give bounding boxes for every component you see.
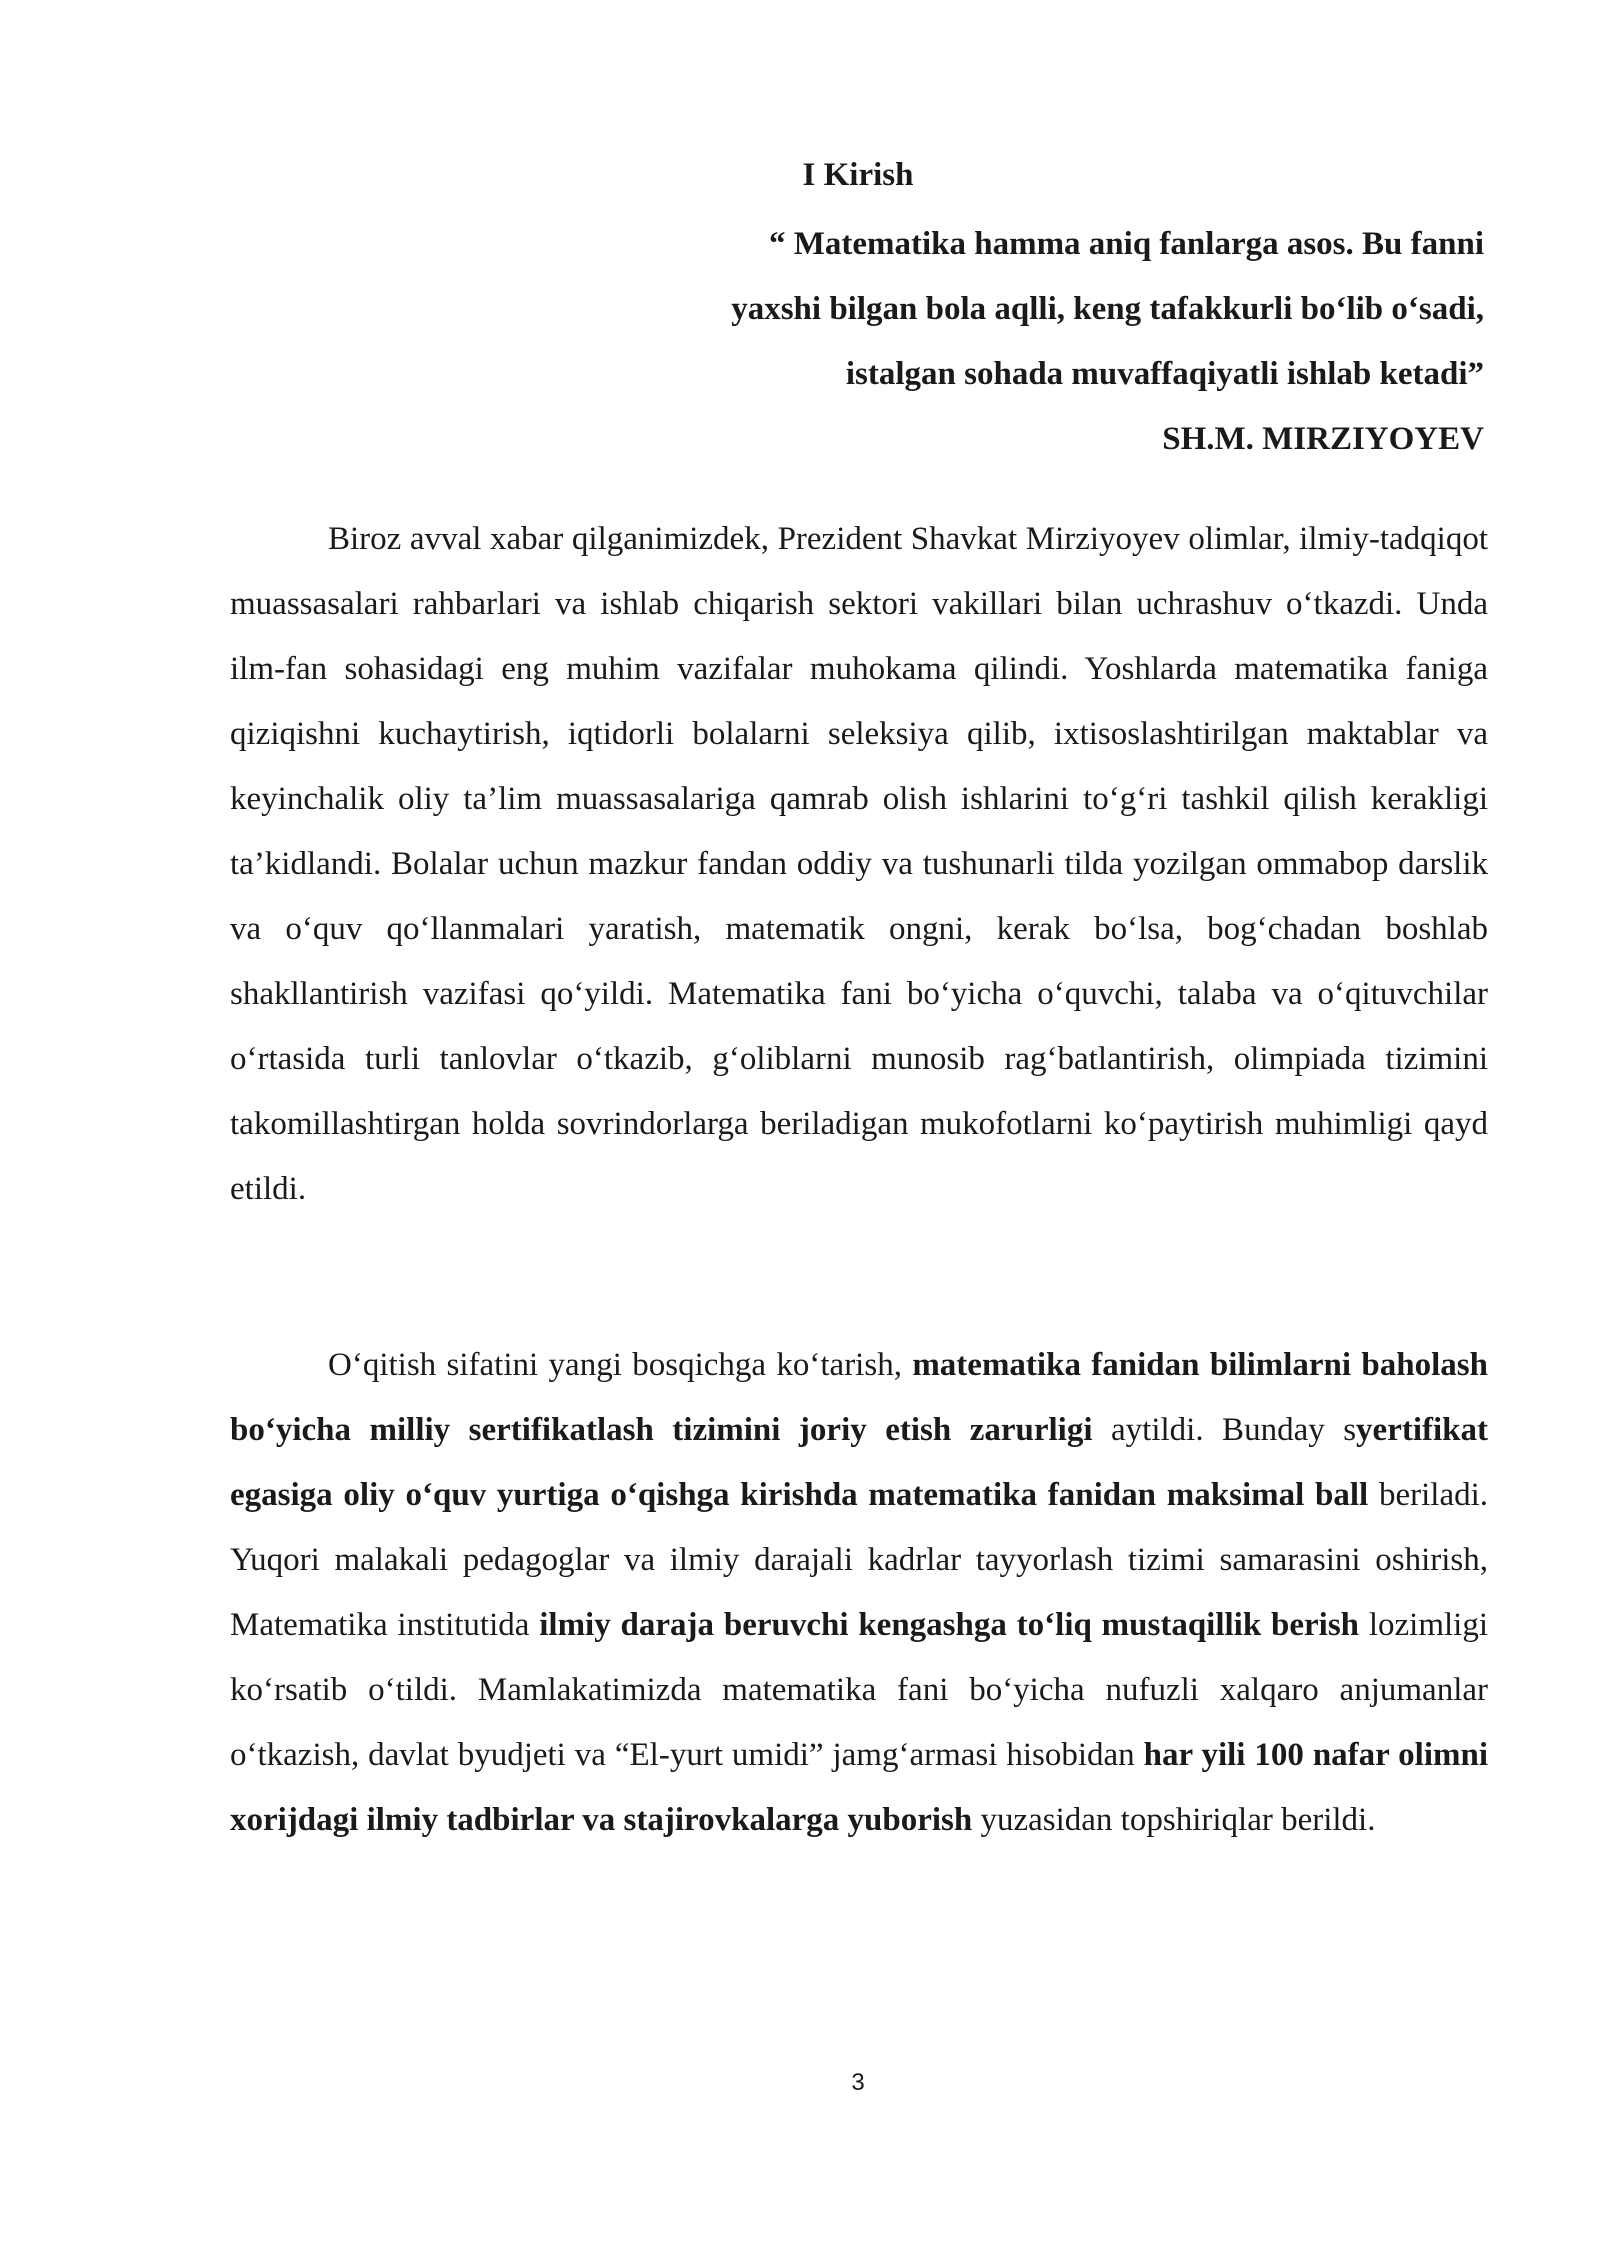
paragraph-text: lozimligi ko‘rsatib o‘tildi. Mamlakatimizda matematika fani bo‘yicha nufuzli xalqaro anjumanlar o‘tkazish, davlat byudjeti va “El-yurt umidi” jamg‘armasi hisobidan (230, 1607, 1488, 1773)
paragraph-bold-text: ilmiy daraja beruvchi kengashga to‘liq mustaqillik berish (539, 1607, 1360, 1643)
paragraph-bold-text: matematika fanidan bilimlarni baholash bo‘yicha milliy sertifikatlash tizimini joriy etish zarurligi (230, 1347, 1488, 1448)
page-number: 3 (851, 2069, 865, 2096)
epigraph-line: istalgan sohada muvaffaqiyatli ishlab ketadi” (845, 356, 1484, 392)
epigraph-author: SH.M. MIRZIYOYEV (1162, 421, 1484, 457)
paragraph-bold-text: har yili 100 nafar olimni xorijdagi ilmiy tadbirlar va stajirovkalarga yuborish (230, 1737, 1488, 1838)
epigraph-line: “ Matematika hamma aniq fanlarga asos. Bu fanni (768, 226, 1484, 262)
section-heading: I Kirish (802, 157, 914, 193)
paragraph-text: O‘qitish sifatini yangi bosqichga ko‘tarish, (328, 1347, 913, 1383)
paragraph-text: aytildi. Bunday s (1092, 1412, 1357, 1448)
paragraph-intro: Biroz avval xabar qilganimizdek, Prezident Shavkat Mirziyoyev olimlar, ilmiy-tadqiqot muassasalari rahbarlari va ishlab chiqarish sektori vakillari bilan uchrashuv o‘tkazdi. Unda ilm-fan sohasidagi eng muhim vazifalar muhokama qilindi. Yoshlarda matematika faniga qiziqishni kuchaytirish, iqtidorli bolalarni seleksiya qilib, ixtisoslashtirilgan maktablar va keyinchalik oliy ta’lim muassasalariga qamrab olish ishlarini to‘g‘ri tashkil qilish kerakligi ta’kidlandi. Bolalar uchun mazkur fandan oddiy va tushunarli tilda yozilgan ommabop darslik va o‘quv qo‘llanmalari yaratish, matematik ongni, kerak bo‘lsa, bog‘chadan boshlab shakllantirish vazifasi qo‘yildi. Matematika fani bo‘yicha o‘quvchi, talaba va o‘qituvchilar o‘rtasida turli tanlovlar o‘tkazib, g‘oliblarni munosib rag‘batlantirish, olimpiada tizimini takomillashtirgan holda sovrindorlarga beriladigan mukofotlarni ko‘paytirish muhimligi qayd etildi. (230, 521, 1488, 1207)
paragraph-certification (230, 1333, 1488, 1853)
paragraph-text: beriladi. Yuqori malakali pedagoglar va ilmiy darajali kadrlar tayyorlash tizimi samarasini oshirish, Matematika institutida (230, 1477, 1489, 1643)
paragraph-bold-text: yertifikat egasiga oliy o‘quv yurtiga o‘qishga kirishda matematika fanidan maksimal ball (230, 1412, 1488, 1513)
paragraph-text: yuzasidan topshiriqlar berildi. (972, 1802, 1376, 1838)
epigraph-line: yaxshi bilgan bola aqlli, keng tafakkurli bo‘lib o‘sadi, (731, 291, 1484, 327)
epigraph-quote (484, 212, 1484, 472)
